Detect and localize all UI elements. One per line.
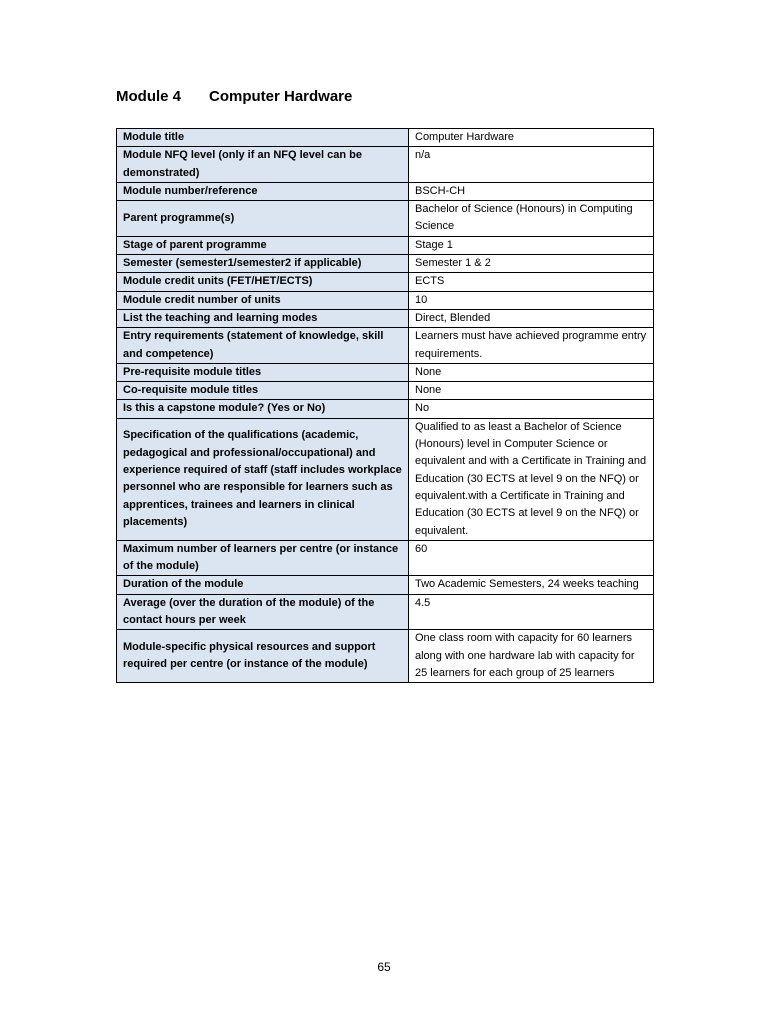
table-row [117, 129, 654, 147]
table-row [117, 255, 654, 273]
table-row [117, 576, 654, 594]
row-value: None [409, 363, 654, 381]
table-row [117, 630, 654, 683]
row-label: Stage of parent programme [117, 236, 409, 254]
row-label: Average (over the duration of the module) of the contact hours per week [117, 594, 409, 630]
row-value: Two Academic Semesters, 24 weeks teaching [409, 576, 654, 594]
row-value: Qualified to as least a Bachelor of Science (Honours) level in Computer Science or equivalent and with a Certificate in Training and Education (30 ECTS at level 9 on the NFQ) or equivalent.with a Certificate in Training and Education (30 ECTS at level 9 on the NFQ) or equivalent. [409, 418, 654, 540]
row-label: Co-requisite module titles [117, 382, 409, 400]
table-row [117, 400, 654, 418]
row-label: Module number/reference [117, 182, 409, 200]
row-value: 4.5 [409, 594, 654, 630]
module-name: Computer Hardware [209, 88, 353, 105]
row-label: Semester (semester1/semester2 if applicable) [117, 255, 409, 273]
row-label: Module NFQ level (only if an NFQ level can be demonstrated) [117, 147, 409, 183]
row-label: Maximum number of learners per centre (or instance of the module) [117, 540, 409, 576]
row-value: Computer Hardware [409, 129, 654, 147]
table-row [117, 309, 654, 327]
row-value: Learners must have achieved programme entry requirements. [409, 328, 654, 364]
table-row [117, 540, 654, 576]
row-label: Specification of the qualifications (academic, pedagogical and professional/occupational) and experience required of staff (staff includes workplace personnel who are responsible for learners such as apprentices, trainees and learners in clinical placements) [117, 418, 409, 540]
row-value: BSCH-CH [409, 182, 654, 200]
table-row [117, 291, 654, 309]
row-label: Module credit number of units [117, 291, 409, 309]
row-value: ECTS [409, 273, 654, 291]
page-number: 65 [377, 960, 391, 974]
row-label: List the teaching and learning modes [117, 309, 409, 327]
row-value: Stage 1 [409, 236, 654, 254]
row-value: Semester 1 & 2 [409, 255, 654, 273]
table-row [117, 236, 654, 254]
table-row [117, 328, 654, 364]
row-label: Module title [117, 129, 409, 147]
row-value: Direct, Blended [409, 309, 654, 327]
row-value: 60 [409, 540, 654, 576]
row-label: Is this a capstone module? (Yes or No) [117, 400, 409, 418]
row-value: n/a [409, 147, 654, 183]
table-row [117, 182, 654, 200]
row-value: None [409, 382, 654, 400]
table-row [117, 363, 654, 381]
table-row [117, 147, 654, 183]
module-number: Module 4 [116, 88, 182, 105]
row-label: Module-specific physical resources and support required per centre (or instance of the module) [117, 630, 409, 683]
row-label: Entry requirements (statement of knowledge, skill and competence) [117, 328, 409, 364]
row-value: Bachelor of Science (Honours) in Computing Science [409, 201, 654, 237]
module-heading [116, 88, 352, 105]
row-label: Pre-requisite module titles [117, 363, 409, 381]
row-label: Module credit units (FET/HET/ECTS) [117, 273, 409, 291]
row-value: 10 [409, 291, 654, 309]
table-row [117, 273, 654, 291]
module-specification-table [116, 128, 654, 683]
table-row [117, 201, 654, 237]
row-value: No [409, 400, 654, 418]
table-row [117, 382, 654, 400]
row-label: Parent programme(s) [117, 201, 409, 237]
row-label: Duration of the module [117, 576, 409, 594]
row-value: One class room with capacity for 60 learners along with one hardware lab with capacity for 25 learners for each group of 25 learners [409, 630, 654, 683]
table-row [117, 418, 654, 540]
table-row [117, 594, 654, 630]
